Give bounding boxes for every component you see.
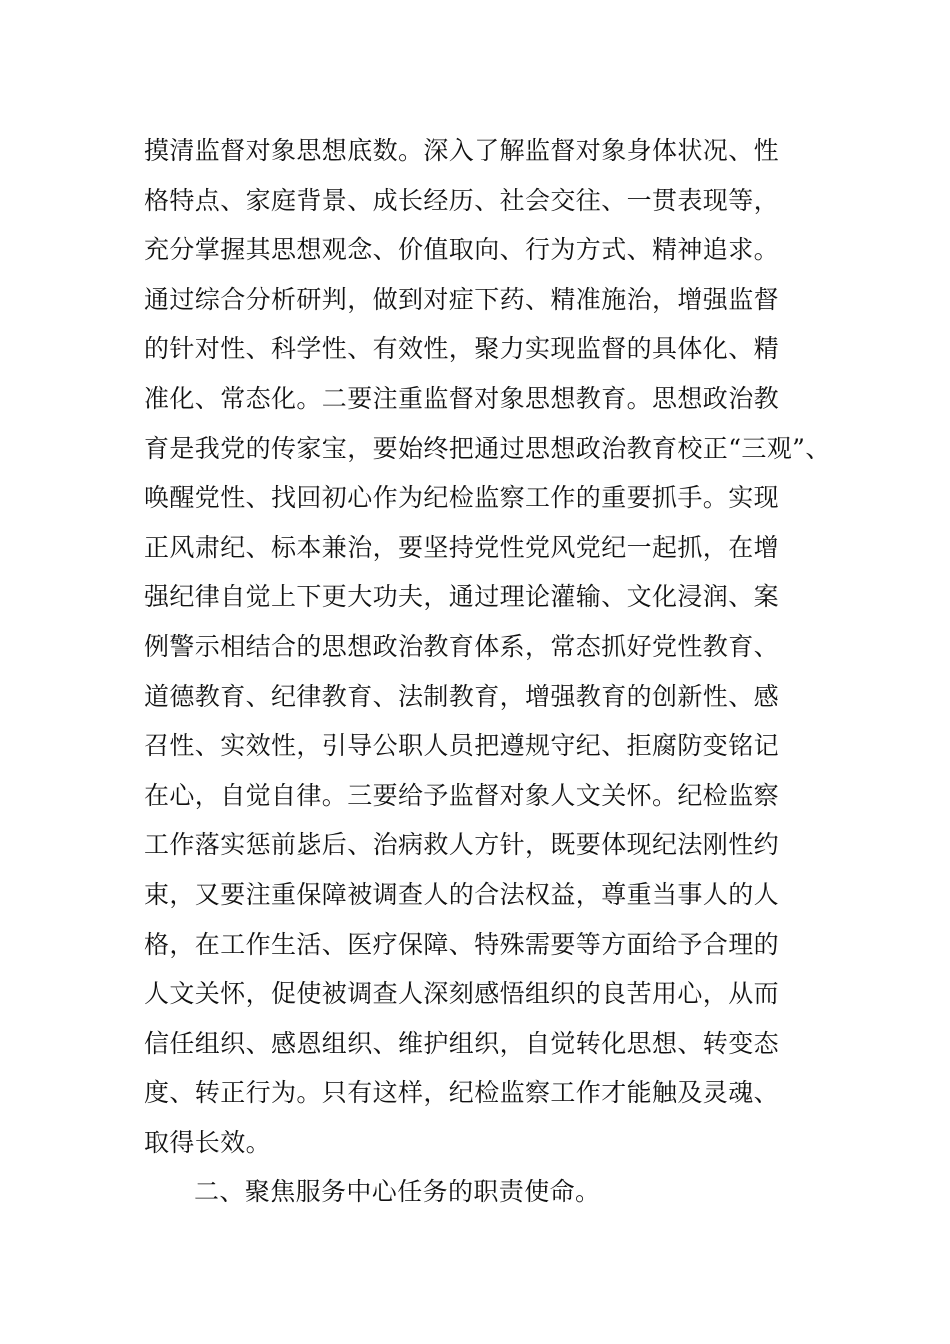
body-line: 例警示相结合的思想政治教育体系，常态抓好党性教育、 xyxy=(144,631,780,661)
body-line: 充分掌握其思想观念、价值取向、行为方式、精神追求。 xyxy=(144,235,780,265)
body-line: 强纪律自觉上下更大功夫，通过理论灌输、文化浸润、案 xyxy=(144,582,780,612)
body-line: 度、转正行为。只有这样，纪检监察工作才能触及灵魂、 xyxy=(144,1078,780,1108)
body-line: 育是我党的传家宝，要始终把通过思想政治教育校正“三观”、 xyxy=(144,433,831,463)
body-line: 取得长效。 xyxy=(144,1127,272,1157)
body-line: 格特点、家庭背景、成长经历、社会交往、一贯表现等， xyxy=(144,185,780,215)
body-line: 摸清监督对象思想底数。深入了解监督对象身体状况、性 xyxy=(144,136,780,165)
body-line: 道德教育、纪律教育、法制教育，增强教育的创新性、感 xyxy=(144,681,780,711)
body-line: 唤醒党性、找回初心作为纪检监察工作的重要抓手。实现 xyxy=(144,483,780,513)
body-line: 的针对性、科学性、有效性，聚力实现监督的具体化、精 xyxy=(144,334,780,364)
document-body xyxy=(144,126,844,1217)
body-line: 人文关怀，促使被调查人深刻感悟组织的良苦用心，从而 xyxy=(144,979,780,1009)
body-line: 召性、实效性，引导公职人员把遵规守纪、拒腐防变铭记 xyxy=(144,731,780,761)
body-line: 正风肃纪、标本兼治，要坚持党性党风党纪一起抓，在增 xyxy=(144,532,780,562)
body-line: 通过综合分析研判，做到对症下药、精准施治，增强监督 xyxy=(144,284,780,314)
body-line: 格，在工作生活、医疗保障、特殊需要等方面给予合理的 xyxy=(144,929,780,959)
body-line: 束，又要注重保障被调查人的合法权益，尊重当事人的人 xyxy=(144,879,780,909)
body-line: 在心，自觉自律。三要给予监督对象人文关怀。纪检监察 xyxy=(144,780,780,810)
section-heading: 二、聚焦服务中心任务的职责使命。 xyxy=(194,1177,601,1207)
body-line: 工作落实惩前毖后、治病救人方针，既要体现纪法刚性约 xyxy=(144,830,780,860)
body-line: 信任组织、感恩组织、维护组织，自觉转化思想、转变态 xyxy=(144,1028,780,1058)
body-line: 准化、常态化。二要注重监督对象思想教育。思想政治教 xyxy=(144,383,780,413)
